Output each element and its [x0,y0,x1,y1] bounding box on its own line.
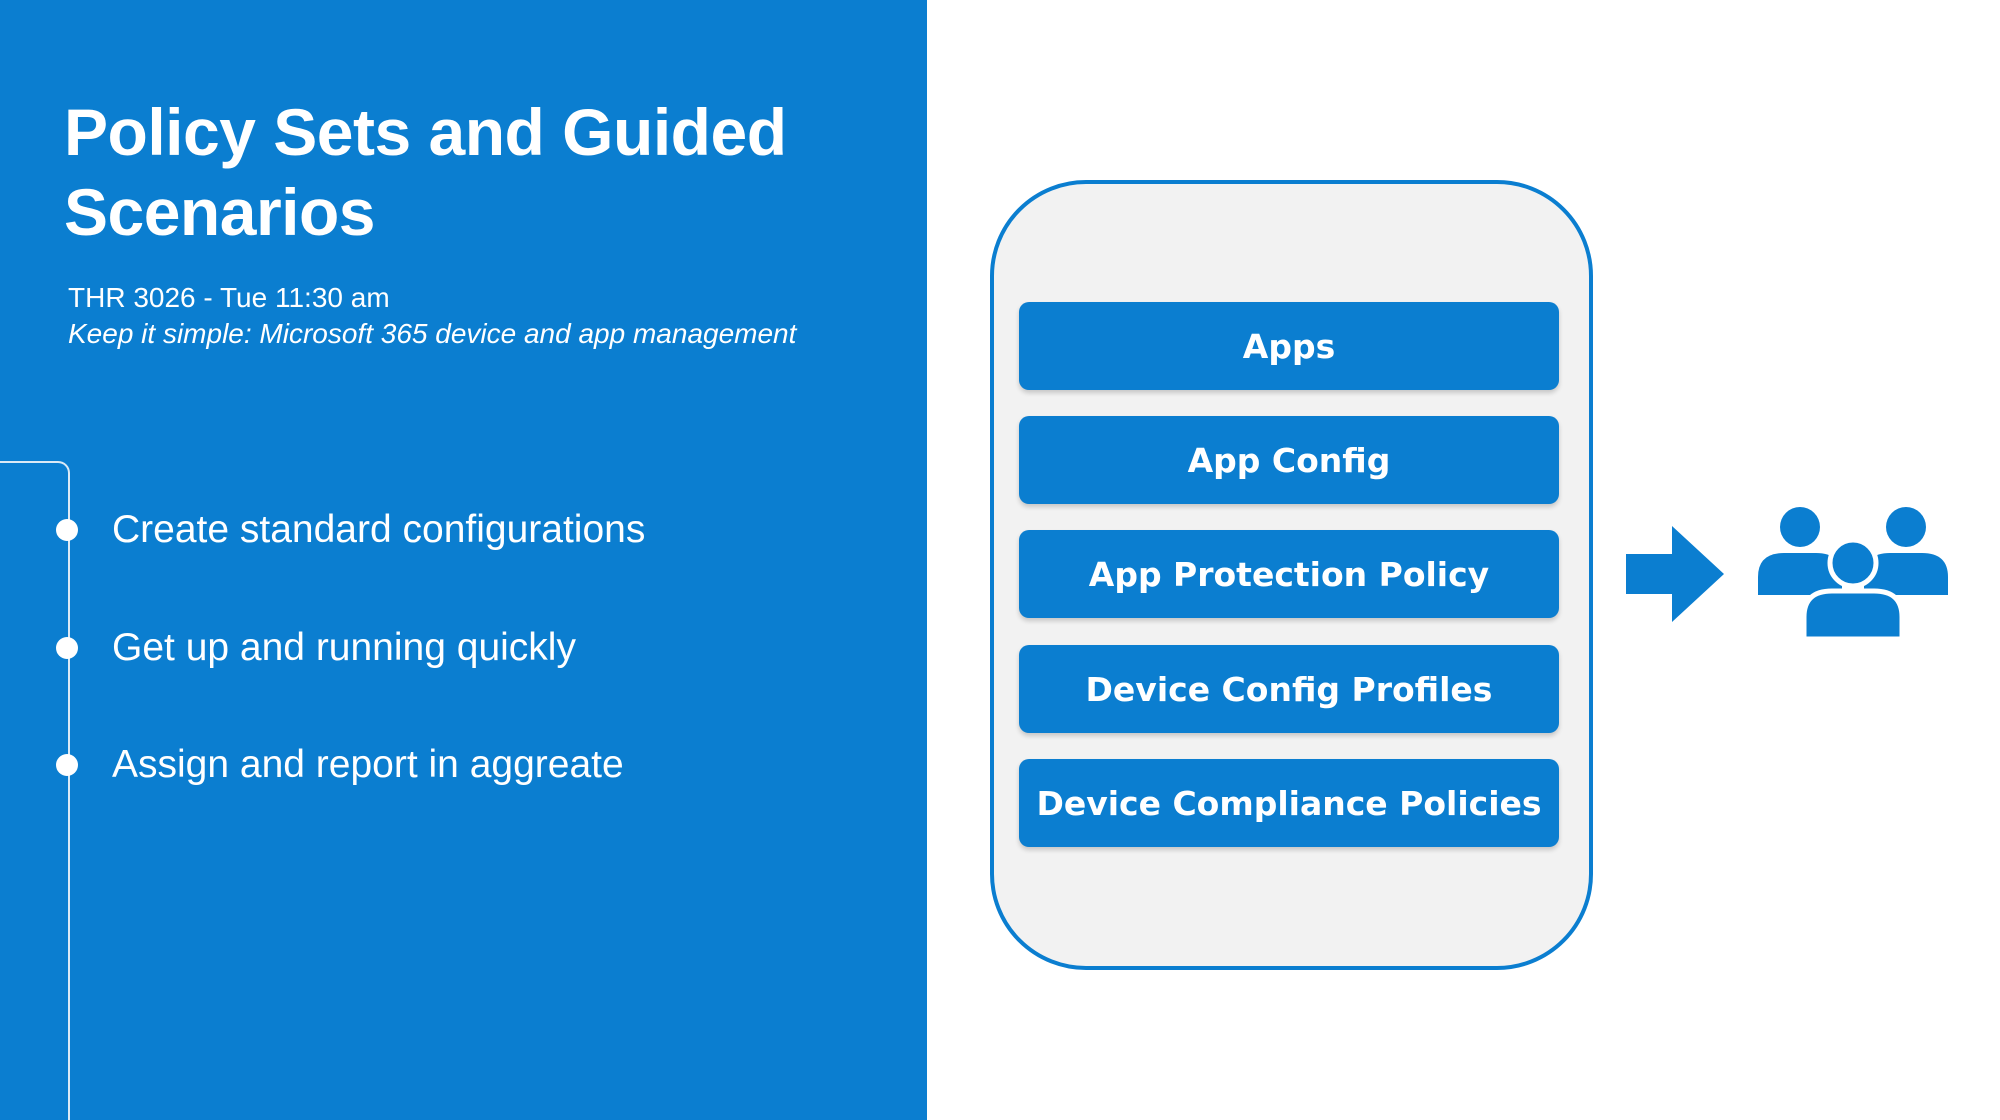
left-panel [0,0,927,1120]
policy-item-device-compliance-policies: Device Compliance Policies [1019,759,1559,847]
bullet-item [56,505,645,555]
policy-item-apps: Apps [1019,302,1559,390]
right-arrow-icon [1626,526,1724,622]
bullet-text: Get up and running quickly [112,626,576,669]
session-code: THR 3026 - Tue 11:30 am [68,282,390,313]
timeline-line [0,461,70,1120]
session-description: Keep it simple: Microsoft 365 device and app management [68,318,797,349]
bullet-dot-icon [56,519,78,541]
bullet-text: Assign and report in aggreate [112,743,624,786]
bullet-item [56,740,624,790]
policy-item-device-config-profiles: Device Config Profiles [1019,645,1559,733]
bullet-item [56,623,576,673]
bullet-dot-icon [56,754,78,776]
bullet-dot-icon [56,637,78,659]
policy-item-app-config: App Config [1019,416,1559,504]
bullet-text: Create standard configurations [112,508,646,551]
policy-item-app-protection-policy: App Protection Policy [1019,530,1559,618]
user-group-icon [1758,505,1948,639]
slide-title: Policy Sets and Guided Scenarios [64,95,787,249]
